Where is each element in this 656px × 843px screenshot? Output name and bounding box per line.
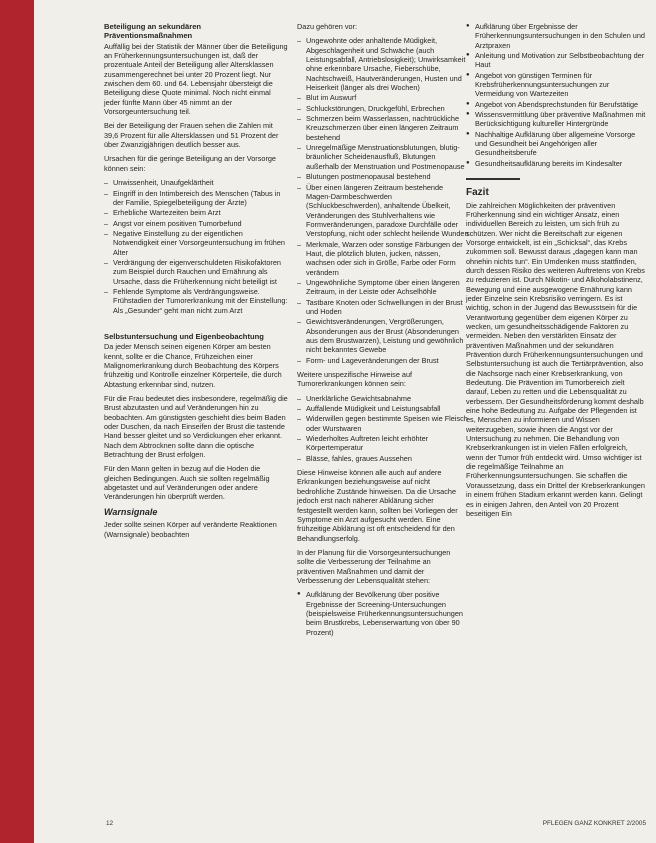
paragraph: Für die Frau bedeutet dies insbesondere, regelmäßig die Brust abzutasten und auf Veränderungen hin zu beobachten. Am günstigsten geschieht dies beim Baden oder Duschen, da nach Einseifen der Brust die tastende Hand besser gleitet und so Verdickungen eher erkannt. Nach dem Abtrocknen sollte dann die optische Betrachtung der Brust erfolgen. (104, 394, 288, 460)
list-item: – Unwissenheit, Unaufgeklärtheit (104, 178, 288, 187)
red-edge-bar (0, 0, 34, 843)
unspecific-signs-list (297, 394, 469, 463)
heading-self-examination: Selbstuntersuchung und Eigenbeobachtung (104, 331, 264, 341)
list-item: ● Anleitung und Motivation zur Selbstbeobachtung der Haut (466, 51, 646, 70)
list-item: ● Aufklärung über Ergebnisse der Früherkennungsuntersuchungen in den Schulen und Arztpraxen (466, 22, 646, 50)
paragraph: Da jeder Mensch seinen eigenen Körper am besten kennt, sollte er die Chance, Frühzeichen einer Malignomerkrankung durch Beobachtung des Körpers frühzeitig und Kontrolle einzelner Körperteile, die durch Abtastung erkennbar sind, nutzen. (104, 342, 282, 389)
paragraph-fazit: Die zahlreichen Möglichkeiten der präventiven Früherkennung sind ein wichtiger Ansatz, einen individuellen Bereich zu leisten, um sich früh zu schützen. Wer nicht die Bereitschaft zur eigenen Vorsorge entwickelt, ist ein „Schicksal“, das Krebs zukommen soll. Bewusst daraus „dagegen kann man ohnehin nichts tun“. Ein Umdenken muss stattfinden, durch dessen Risiko des weiteren Auftretens von Krebs zu reduzieren ist. Durch Nikotin- und Alkoholabstinenz, Bewegung und eine ausgewogene Ernährung kann jeder Einzelne sein Krebsrisiko verringern. Es ist wichtig, schon in der Jugend das Bewusstsein für die Verantwortung gegenüber dem eigenen Körper zu wecken, um gesundheitsschädigende Faktoren zu vermeiden. Neben den verstärkten Einsatz der präventiven Maßnahmen und der sekundären Prävention durch Früherkennungsuntersuchungen und Selbstuntersuchung ist auch die Tertiärprävention, also die Nachsorge nach einer Krebserkrankung, von Bedeutung. Die Prävention im Tumorbereich zielt darauf, Leben zu retten und die Lebensqualität zu verbessern. Der Gesundheitsförderung kommt deshalb eine hohe Bedeutung zu. Aufgabe der Pflegenden ist es, Menschen zu informieren und Wissen weiterzugeben, sowie ihnen die Angst vor der Untersuchung zu nehmen. Die Behandlung von Krebserkrankungen ist in vielen Fällen erfolgreich, wenn der Tumor früh entdeckt wird. Umso wichtiger ist die regelmäßige Teilnahme an Früherkennungsuntersuchungen. Sie schaffen die Voraussetzung, dass ein Drittel der Krebserkrankungen in einem frühen Stadium erkannt werden kann. Gelingt es in einigen Jahren, den Anteil von 20 Prozent beseitigen Ein (466, 200, 645, 518)
heading-warning-signs: Warnsignale (104, 506, 158, 517)
goals-list (297, 590, 469, 637)
list-item: – Angst vor einem positiven Tumorbefund (104, 219, 288, 228)
list-item: ● Angebot von Abendsprechstunden für Berufstätige (466, 100, 646, 109)
list-item: – Form- und Lageveränderungen der Brust (297, 356, 469, 365)
list-item: – Schluckstörungen, Druckgefühl, Erbrechen (297, 104, 469, 113)
signs-list (297, 36, 469, 365)
paragraph: Auffällig bei der Statistik der Männer über die Beteiligung an Früherkennungsuntersuchungen ist, daß der prozentuale Anteil der Beteiligung aller Altersklassen zusammengerechnet bei unter 20 Prozent liegt. Nur zwischen dem 60. und 64. Lebensjahr übersteigt die Beteiligung diese Quote minimal. Noch nicht einmal jeder fünfte Mann über 45 nimmt an der Vorsorgeuntersuchung teil. (104, 41, 288, 117)
paragraph: Für den Mann gelten in bezug auf die Hoden die gleichen Bedingungen. Auch sie sollten regelmäßig abgetastet und auf Veränderungen oder andere Veränderungen hin überprüft werden. (104, 464, 270, 502)
paragraph: Diese Hinweise können alle auch auf andere Erkrankungen beziehungsweise auf nicht bedrohliche Zustände hinweisen. Da die Ursache jedoch erst nach näherer Abklärung sicher festgestellt werden kann, sollten bei Vorliegen der Symptome ein Arzt aufgesucht werden. Eine frühzeitige Abklärung ist oft entscheidend für den Behandlungserfolg. (297, 468, 458, 543)
paragraph: Jeder sollte seinen Körper auf veränderte Reaktionen (Warnsignale) beobachten (104, 520, 277, 539)
list-item: – Auffallende Müdigkeit und Leistungsabfall (297, 404, 469, 413)
list-item: – Widerwillen gegen bestimmte Speisen wie Fleisch oder Wurstwaren (297, 414, 469, 433)
list-item: – Negative Einstellung zu der eigentlichen Notwendigkeit einer Vorsorgeuntersuchung im frühen Alter (104, 229, 288, 257)
paragraph: Weitere unspezifische Hinweise auf Tumorerkrankungen können sein: (297, 370, 413, 389)
list-item: – Wiederholtes Auftreten leicht erhöhter Körpertemperatur (297, 434, 469, 453)
paragraph: In der Planung für die Vorsorgeuntersuchungen sollte die Verbesserung der Teilnahme an präventiven Maßnahmen und damit der Verbesserung der Lebensqualität stehen: (297, 547, 451, 585)
page-number: 12 (106, 820, 114, 827)
list-item: ● Wissensvermittlung über präventive Maßnahmen mit Berücksichtigung kultureller Hintergründe (466, 110, 646, 129)
heading-secondary-prevention: Beteiligung an sekundären Präventionsmaßnahmen (104, 22, 202, 41)
measures-list (466, 22, 646, 168)
section-rule (466, 178, 520, 180)
list-item: – Ungewöhnliche Symptome über einen längeren Zeitraum, in der Leiste oder Achselhöhle (297, 278, 469, 297)
list-item: – Fehlende Symptome als Verdrängungsweise. Frühstadien der Tumorerkrankung mit der Einstellung: Als „Gesunder“ geht man nicht zum Arzt (104, 287, 288, 315)
paragraph: Bei der Beteiligung der Frauen sehen die Zahlen mit 39,6 Prozent für alle Altersklassen und 51 Prozent der über Zwanzigjährigen deutlich besser aus. (104, 121, 279, 150)
paragraph: Ursachen für die geringe Beteiligung an der Vorsorge können sein: (104, 154, 276, 173)
list-item: – Blässe, fahles, graues Aussehen (297, 454, 469, 463)
list-item: – Gewichtsveränderungen, Vergrößerungen, Absonderungen aus der Brust (Absonderungen aus dem Brustwarzen), Leistung und gewöhnlich nicht bekanntes Gewebe (297, 317, 469, 354)
list-item: ● Aufklärung der Bevölkerung über positive Ergebnisse der Screening-Untersuchungen (beispielsweise Früherkennungsuntersuchungen beim Brustkrebs, Lebenserwartung von über 90 Prozent) (297, 590, 469, 637)
list-item: ● Nachhaltige Aufklärung über allgemeine Vorsorge und Gesundheit bei Angehörigen aller Gesundheitsberufe (466, 130, 646, 158)
list-item: – Über einen längeren Zeitraum bestehende Magen-Darmbeschwerden (Schluckbeschwerden), anhaltende Übelkeit, Veränderungen des Stuhlverhaltens wie Formveränderungen, paradoxe Durchfälle oder Verstopfung, nicht oder schlecht heilende Wunden (297, 183, 469, 239)
list-item: – Tastbare Knoten oder Schwellungen in der Brust und Hoden (297, 298, 469, 317)
list-item: – Merkmale, Warzen oder sonstige Färbungen der Haut, die plötzlich bluten, jucken, nässen, wachsen oder sich in Größe, Farbe oder Form verändern (297, 240, 469, 277)
list-item: – Unregelmäßige Menstruationsblutungen, blutig-bräunlicher Scheidenausfluß, Blutungen außerhalb der Menstruation und Postmenopause (297, 143, 469, 171)
list-item: – Verdrängung der eigenverschuldeten Risikofaktoren zum Beispiel durch Rauchen und Ernährung als Ursache, dass die Früherkennung nicht beteiligt ist (104, 258, 288, 286)
list-item: – Ungewohnte oder anhaltende Müdigkeit, Abgeschlagenheit und Schwäche (auch Leistungsabfall, Antriebslosigkeit); Unwirksamkeit ohne erkennbare Ursache, Fieberschübe, Nachtschweiß, Hautveränderungen, Husten und Heiserkeit (länger als drei Wochen) (297, 36, 469, 92)
list-item: – Erhebliche Wartezeiten beim Arzt (104, 208, 288, 217)
column-middle (297, 22, 469, 642)
column-left (104, 22, 288, 544)
list-item: – Schmerzen beim Wasserlassen, nachtrückliche Kreuzschmerzen über einen längeren Zeitraum bestehend (297, 114, 469, 142)
list-item: – Blut im Auswurf (297, 93, 469, 102)
journal-footer: PFLEGEN GANZ KONKRET 2/2005 (542, 820, 646, 827)
causes-list (104, 178, 288, 315)
list-item: – Blutungen postmenopausal bestehend (297, 172, 469, 181)
list-item: ● Gesundheitsaufklärung bereits im Kindesalter (466, 159, 646, 168)
list-item: – Eingriff in den Intimbereich des Menschen (Tabus in der Familie, Spiegelbeteiligung der Ärzte) (104, 189, 288, 208)
list-item: – Unerklärliche Gewichtsabnahme (297, 394, 469, 403)
column-right (466, 22, 646, 523)
list-item: ● Angebot von günstigen Terminen für Krebsfrüherkennungsuntersuchungen zur Vermeidung von Wartezeiten (466, 71, 646, 99)
paragraph: Dazu gehören vor: (297, 22, 358, 31)
heading-fazit: Fazit (466, 187, 489, 199)
